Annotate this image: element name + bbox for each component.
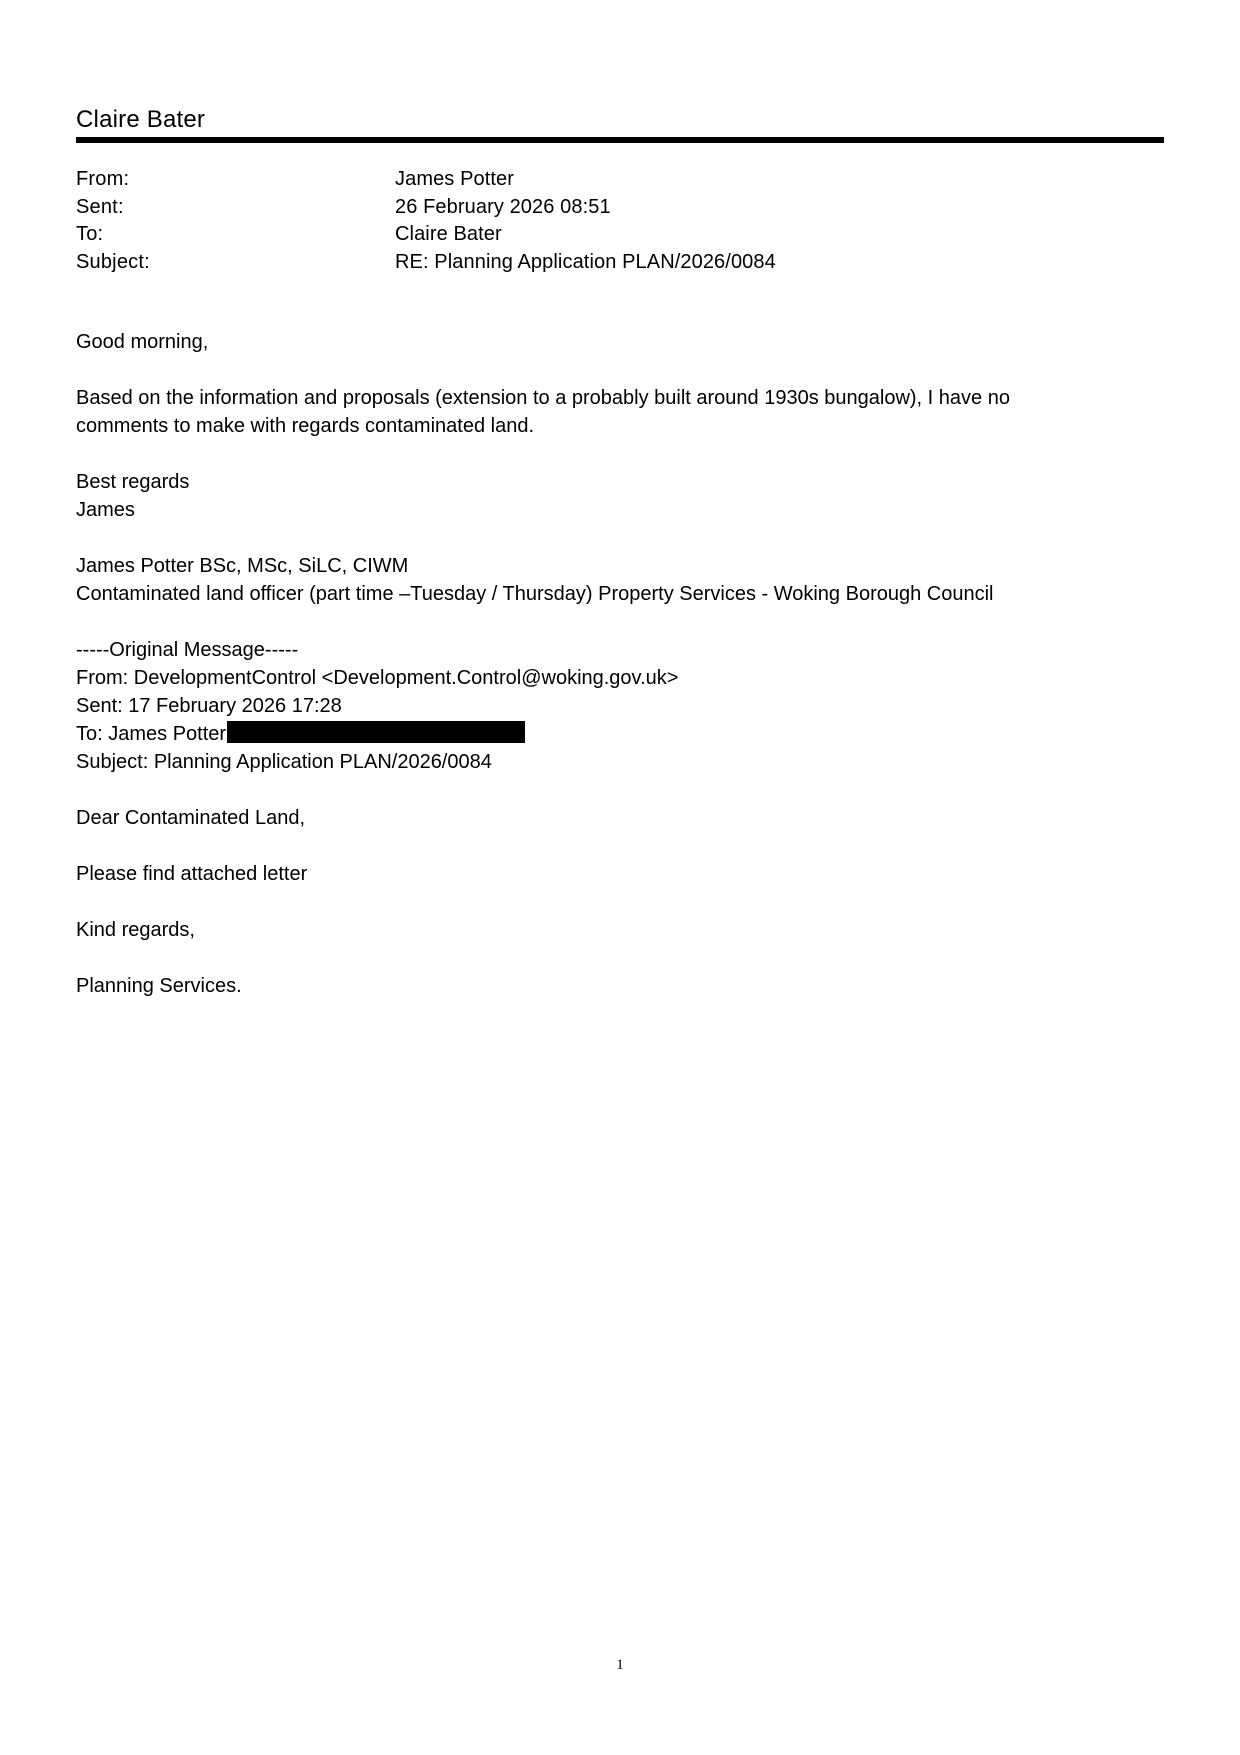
original-from-line: From: DevelopmentControl <Development.Control@woking.gov.uk> (76, 667, 679, 689)
original-signoff: Kind regards, (76, 919, 195, 941)
sent-label: Sent: (76, 195, 124, 218)
original-message-divider: -----Original Message----- (76, 639, 299, 661)
redaction-bar (227, 721, 525, 743)
reply-paragraph-line-2: comments to make with regards contaminated land. (76, 415, 534, 437)
reply-signoff: Best regards (76, 471, 190, 493)
original-body: Please find attached letter (76, 863, 308, 885)
header-sent-row (76, 194, 776, 222)
reply-paragraph-line-1: Based on the information and proposals (extension to a probably built around 1930s bungalow), I have no (76, 387, 1010, 409)
header-divider (76, 137, 1164, 143)
signature-job-title: Contaminated land officer (part time –Tuesday / Thursday) Property Services - Woking Borough Council (76, 583, 994, 605)
original-greeting: Dear Contaminated Land, (76, 807, 306, 829)
reply-signoff-name: James (76, 499, 135, 521)
email-header-block (76, 166, 776, 276)
header-from-row (76, 166, 776, 194)
from-label: From: (76, 168, 130, 190)
original-subject-line: Subject: Planning Application PLAN/2026/0084 (76, 751, 492, 773)
signature-name-credentials: James Potter BSc, MSc, SiLC, CIWM (76, 555, 409, 577)
reply-greeting: Good morning, (76, 331, 209, 353)
page-number: 1 (616, 1657, 624, 1673)
original-to-line (76, 720, 1164, 748)
to-value: Claire Bater (395, 223, 502, 245)
header-to-row (76, 221, 776, 249)
header-subject-row (76, 249, 776, 277)
original-sent-line: Sent: 17 February 2026 17:28 (76, 695, 342, 717)
subject-label: Subject: (76, 250, 150, 273)
original-signature: Planning Services. (76, 975, 242, 997)
sent-value: 26 February 2026 08:51 (395, 195, 611, 218)
subject-value: RE: Planning Application PLAN/2026/0084 (395, 250, 776, 273)
to-label: To: (76, 223, 104, 245)
from-value: James Potter (395, 168, 515, 190)
email-body (76, 328, 1164, 1000)
original-to-text: To: James Potter (76, 723, 227, 745)
mailbox-owner-name: Claire Bater (76, 106, 206, 133)
